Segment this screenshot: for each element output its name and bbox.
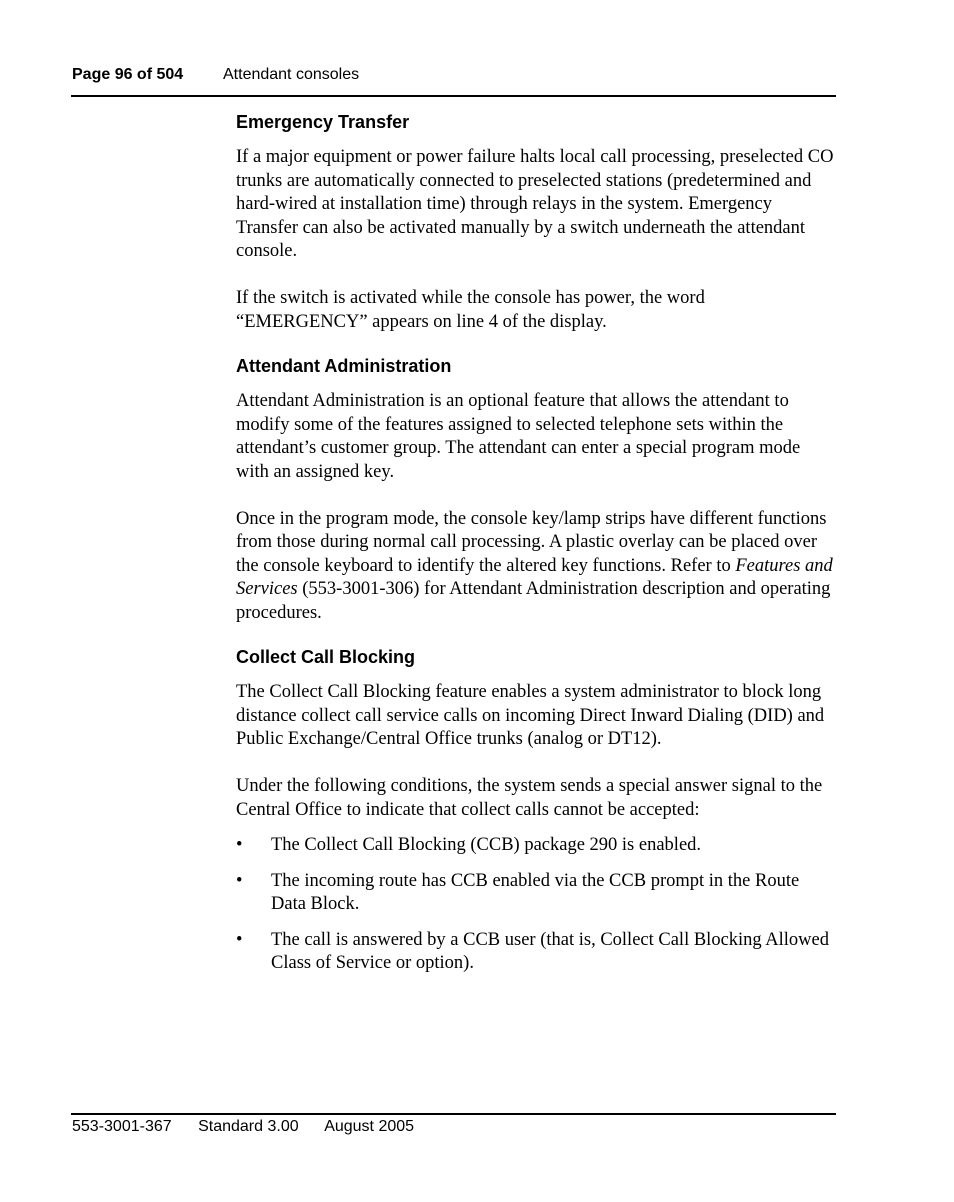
document-date: August 2005 [324,1118,415,1135]
conditions-list [236,834,836,976]
paragraph: If a major equipment or power failure halts local call processing, preselected CO trunks are automatically connected to preselected stations (predetermined and hard-wired at installation time) through relays in the system. Emergency Transfer can also be activated manually by a switch underneath the attendant console. [236,147,834,261]
heading-emergency-transfer: Emergency Transfer [236,112,410,132]
paragraph: Under the following conditions, the system sends a special answer signal to the Central Office to indicate that collect calls cannot be accepted: [236,776,823,820]
page-header [72,66,835,86]
paragraph-text: (553-3001-306) for Attendant Administration description and operating procedures. [236,579,831,623]
list-item [236,834,836,858]
list-item [236,929,836,976]
paragraph-reference [236,508,836,626]
list-item-text: The Collect Call Blocking (CCB) package 290 is enabled. [271,835,702,855]
list-item [236,870,836,917]
paragraph: If the switch is activated while the console has power, the word “EMERGENCY” appears on line 4 of the display. [236,288,705,332]
document-standard: Standard 3.00 [198,1118,299,1135]
bullet-mark: • [236,929,243,950]
paragraph: Attendant Administration is an optional feature that allows the attendant to modify some of the features assigned to selected telephone sets within the attendant’s customer group. The attendant can enter a special program mode with an assigned key. [236,391,801,482]
bullet-mark: • [236,835,243,855]
list-item-text: The call is answered by a CCB user (that is, Collect Call Blocking Allowed Class of Service or option). [271,929,829,973]
list-item-text: The incoming route has CCB enabled via the CCB prompt in the Route Data Block. [271,870,800,914]
footer-rule [71,1113,836,1115]
page-number: Page 96 of 504 [72,66,184,83]
document-number: 553-3001-367 [72,1118,172,1135]
paragraph-text: Once in the program mode, the console key/lamp strips have different functions from those during normal call processing. A plastic overlay can be placed over the console keyboard to identify the altered key functions. Refer to [236,508,827,576]
bullet-mark: • [236,870,243,891]
heading-attendant-administration: Attendant Administration [236,356,452,376]
page-body [236,111,836,988]
section-title: Attendant consoles [223,66,360,83]
heading-collect-call-blocking: Collect Call Blocking [236,647,416,667]
header-rule [71,95,836,97]
page-footer [72,1118,436,1136]
document-reference: Features and Services [236,555,833,599]
paragraph: The Collect Call Blocking feature enables a system administrator to block long distance collect call service calls on incoming Direct Inward Dialing (DID) and Public Exchange/Central Office trunks (analog or DT12). [236,682,825,749]
